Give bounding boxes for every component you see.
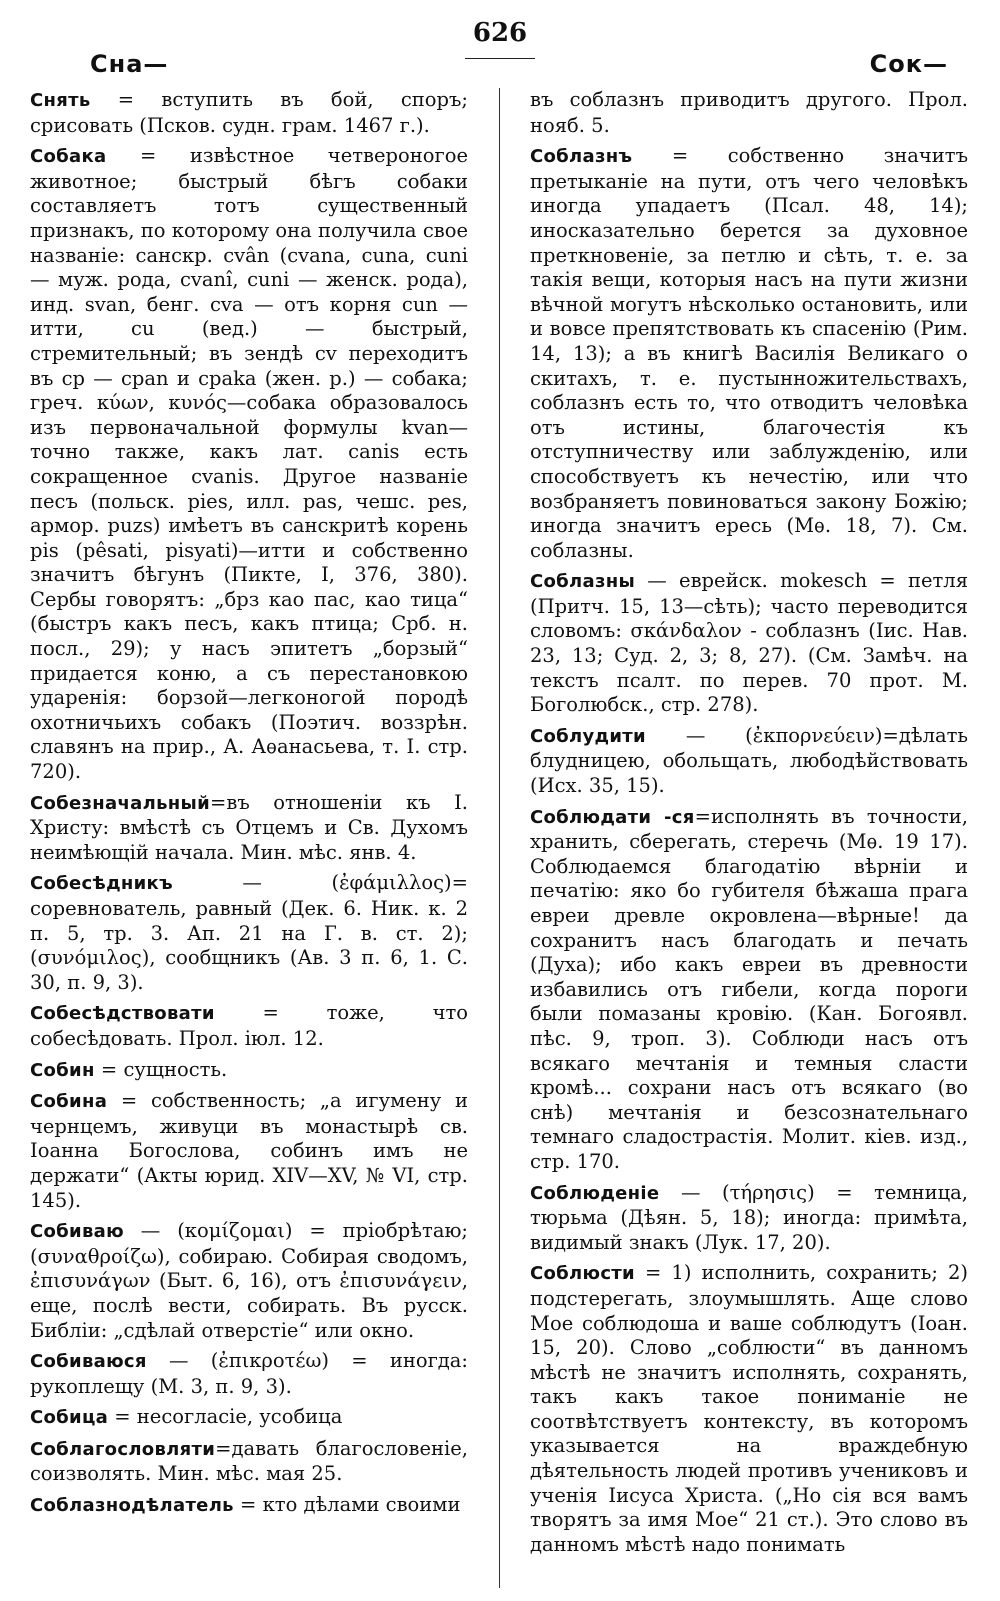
entry-definition: — (ἐπικροτέω) = иногда: рукоплещу (М. 3, п. 9, 3).	[30, 1349, 468, 1398]
column-divider	[499, 88, 500, 1588]
dictionary-entry	[30, 1219, 468, 1343]
entry-headword: Собиваю	[30, 1221, 124, 1243]
dictionary-entry	[530, 1181, 968, 1256]
entry-definition: =исполнять въ точности, хранить, сберегать, стеречь (Мѳ. 19 17). Соблюдаемся благодатію вѣрніи и печатію: яко бо губителя бѣжаша прага евреи древле окровлена—вѣрные! да сохранитъ насъ благодать и печать (Духа); ибо какъ евреи въ древности избавились отъ гибели, когда пороги были помазаны кровію. (Кан. Богоявл. пѣс. 9, троп. 3). Соблюди насъ отъ всякаго мечтанія и темныя сласти кромѣ... сохрани насъ отъ всякаго (во снѣ) мечтанія и безсознательнаго темнаго сладострастія. Молит. кіев. изд., стр. 170.	[530, 804, 968, 1173]
dictionary-entry	[30, 88, 468, 138]
entry-headword: Соблюдати -ся	[530, 806, 695, 828]
entry-headword: Собиваюся	[30, 1351, 147, 1373]
dictionary-entry	[30, 1058, 468, 1084]
entry-definition: =давать благословеніе, соизволять. Мин. мѣс. мая 25.	[30, 1436, 468, 1486]
dictionary-entry	[30, 1405, 468, 1431]
dictionary-entry	[530, 1261, 968, 1557]
dictionary-entry	[30, 1001, 468, 1051]
entry-headword: Соблагословляти	[30, 1438, 216, 1460]
left-column	[30, 88, 468, 1525]
dictionary-entry-continuation	[530, 88, 968, 138]
entry-definition: = кто дѣлами своими	[233, 1493, 461, 1517]
entry-headword: Соблазнъ	[530, 146, 633, 168]
entry-definition: — (τήρησις) = темница, тюрьма (Дѣян. 5, 18); иногда: примѣта, видимый знакъ (Лук. 17, 20).	[530, 1180, 968, 1254]
dictionary-entry	[30, 1349, 468, 1399]
dictionary-entry	[30, 791, 468, 866]
entry-definition: =въ отношеніи къ I. Христу: вмѣстѣ съ Отцемъ и Св. Духомъ неимѣющій начала. Мин. мѣс. янв. 4.	[30, 790, 468, 864]
dictionary-entry	[30, 1437, 468, 1487]
dictionary-entry	[530, 144, 968, 563]
entry-headword: Соблазны	[530, 571, 636, 593]
right-column	[530, 88, 968, 1563]
dictionary-entry	[30, 871, 468, 995]
entry-definition: = извѣстное четвероногое животное; быстрый бѣгъ собаки составляетъ тотъ существенный признакъ, по которому она получила свое названіе: санскр. cvân (cvana, cuna, cuni — муж. рода, cvanî, cuni — женск. рода), инд. svan, бенг. cva — отъ корня cun — итти, cu (вед.) — быстрый, стремительный; въ зендѣ cv переходитъ въ cp — cpan и cpaka (жен. р.) — собака; греч. κύων, κυνός—собака образовалось изъ первоначальной формулы kvan—точно также, какъ лат. canis есть сокращенное cvanis. Другое названіе песъ (польск. pies, илл. pas, чешс. pes, армор. puzs) имѣетъ въ санскритѣ корень pis (pêsati, pisyati)—итти и собственно значитъ бѣгунъ (Пикте, I, 376, 380). Сербы говорятъ: „брз као пас, као тица“ (быстръ какъ песъ, какъ птица; Срб. н. посл., 29); у насъ эпитетъ „борзый“ придается коню, а съ перестановкою ударенія: борзой—легконогой породѣ охотничьихъ собакъ (Поэтич. воззрѣн. славянъ на прир., А. Аѳанасьева, т. I. стр. 720).	[30, 144, 468, 784]
entry-headword: Собин	[30, 1059, 95, 1081]
entry-definition: — (ἐφάμιλλος)= соревнователь, равный (Дек. 6. Ник. к. 2 п. 5, тр. 3. Ап. 21 на Г. в. ст. 2); (συνόμιλος), сообщникъ (Ав. 3 п. 6, 1. С. 30, п. 9, 3).	[30, 871, 468, 994]
entry-headword: Снять	[30, 90, 91, 111]
dictionary-entry	[530, 724, 968, 799]
dictionary-entry	[530, 805, 968, 1175]
entry-definition: = вступить въ бой, споръ; срисовать (Псков. судн. грам. 1467 г.).	[30, 88, 468, 137]
entry-headword: Соблазнодѣлатель	[30, 1495, 234, 1517]
entry-headword: Соблюсти	[530, 1263, 635, 1285]
entry-definition: = тоже, что собесѣдовать. Прол. іюл. 12.	[30, 1001, 468, 1050]
entry-definition: = 1) исполнить, сохранить; 2) подстерегать, злоумышлять. Аще слово Мое соблюдоша и ваше соблюдутъ (Іоан. 15, 20). Слово „соблюсти“ въ данномъ мѣстѣ не значитъ исполнять, сохранять, такъ какъ такое пониманіе не соотвѣтствуетъ контексту, въ которомъ указывается на враждебную дѣятельность людей противъ учениковъ и ученія Іисуса Христа. („Но сія вся вамъ творятъ за имя Мое“ 21 ст.). Это слово въ данномъ мѣстѣ надо понимать	[530, 1261, 968, 1556]
entry-headword: Собина	[30, 1091, 108, 1113]
page-number-rule	[465, 58, 535, 59]
entry-headword: Соблюденіе	[530, 1182, 660, 1204]
entry-definition: = сущность.	[94, 1057, 228, 1081]
entry-definition: — (ἐκπορνεύειν)=дѣлать блудницею, обольщать, любодѣйствовать (Исх. 35, 15).	[530, 723, 968, 798]
entry-definition: въ соблазнъ приводитъ другого. Прол. нояб. 5.	[530, 88, 968, 137]
entry-definition: = собственно значитъ претыканіе на пути, отъ чего человѣкъ иногда упадаетъ (Псал. 48, 14); иносказательно берется за духовное преткновеніе, за петлю и сѣть, т. е. за такія вещи, которыя насъ на пути жизни вѣчной могутъ нѣсколько остановить, или и вовсе препятствовать къ спасенію (Рим. 14, 13); а въ книгѣ Василія Великаго о скитахъ, т. е. пустынножительствахъ, соблазнъ есть то, что отводитъ человѣка отъ истины, благочестія къ отступничеству или заблужденію, или способствуетъ къ нечестію, или что возбраняетъ повиноваться закону Божію; иногда значитъ ересь (Мѳ. 18, 7). См. соблазны.	[530, 144, 968, 562]
dictionary-entry	[30, 144, 468, 784]
entry-headword: Собака	[30, 146, 107, 168]
entry-headword: Собица	[30, 1407, 109, 1429]
entry-headword: Собезначальный	[30, 792, 210, 814]
page-number: 626	[472, 18, 528, 48]
entry-headword: Соблудити	[530, 725, 646, 747]
dictionary-entry	[30, 1493, 468, 1519]
dictionary-entry	[30, 1089, 468, 1213]
running-head-right: Сок—	[869, 50, 948, 78]
entry-headword: Собесѣдникъ	[30, 873, 173, 895]
running-head-left: Сна—	[90, 50, 169, 78]
entry-definition: = собственность; „а игумену и чернцемъ, живуци въ монастырѣ св. Іоанна Богослова, собинъ имъ не держати“ (Акты юрид. XIV—XV, № VI, стр. 145).	[30, 1089, 468, 1212]
entry-definition: = несогласіе, усобица	[108, 1405, 343, 1429]
entry-definition: — (κομίζομαι) = пріобрѣтаю; (συναθροίζω), собираю. Собирая сводомъ, ἐπισυνάγων (Быт. 6, 16), отъ ἐπισυνάγειν, еще, послѣ вести, собирать. Въ русск. Библіи: „сдѣлай отверстіе“ или окно.	[30, 1219, 468, 1342]
dictionary-entry	[530, 569, 968, 718]
entry-headword: Собесѣдствовати	[30, 1003, 215, 1025]
entry-definition: — еврейск. mokesch = петля (Притч. 15, 13—сѣть); часто переводится словомъ: σκάνδαλον - соблазнъ (Іис. Нав. 23, 13; Суд. 2, 3; 8, 27). (См. Замѣч. на текстъ псалт. по перев. 70 прот. М. Боголюбск., стр. 278).	[530, 569, 968, 717]
